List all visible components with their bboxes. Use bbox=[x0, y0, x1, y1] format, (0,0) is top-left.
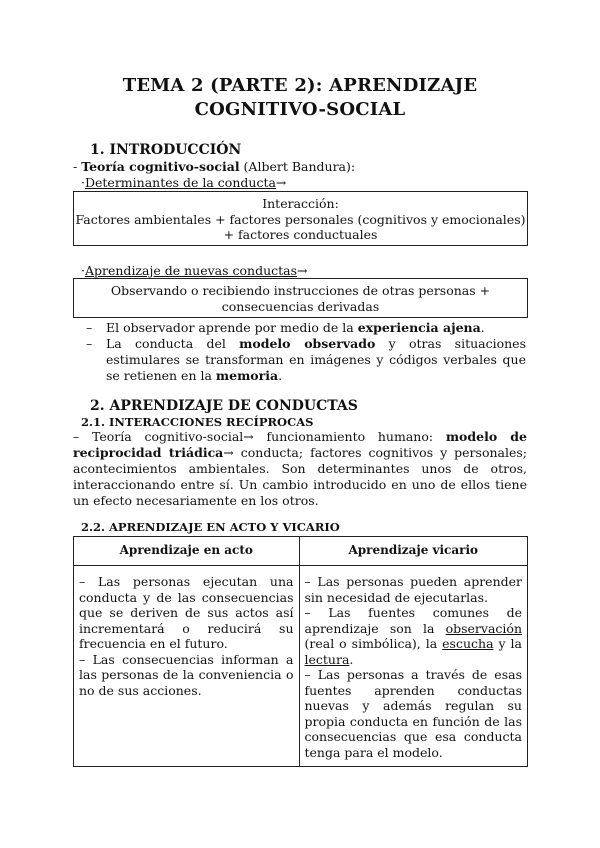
page-title-line2: COGNITIVO-SOCIAL bbox=[194, 99, 406, 120]
table-header-vicario: Aprendizaje vicario bbox=[299, 537, 528, 566]
table-row bbox=[74, 566, 528, 767]
intro-bullet-list bbox=[86, 320, 526, 384]
triadic-paragraph: – Teoría cognitivo-social→ funcionamiento humano: modelo de reciprocidad triádica→ conducta; factores cognitivos y personales; acontecimientos ambientales. Son determinantes unos de otros, interaccionando entre sí. Un cambio introducido en uno de ellos tiene un efecto necesariamente en los otros. bbox=[73, 429, 527, 508]
table-header-row bbox=[74, 537, 528, 566]
section-heading-aprendizaje: 2. APRENDIZAJE DE CONDUCTAS bbox=[90, 398, 358, 414]
table-cell-acto: – Las personas ejecutan una conducta y de las consecuencias que se deriven de sus actos así incrementará o reducirá su frecuencia en el futuro. – Las consecuencias informan a las personas de la conveniencia o no de sus acciones. bbox=[74, 566, 300, 767]
learning-label: ·Aprendizaje de nuevas conductas→ bbox=[81, 263, 308, 278]
theory-line: - Teoría cognitivo-social (Albert Bandura): bbox=[73, 159, 356, 174]
subsection-heading-acto-vicario: 2.2. APRENDIZAJE EN ACTO Y VICARIO bbox=[81, 520, 340, 534]
observation-box: Observando o recibiendo instrucciones de otras personas + consecuencias derivadas bbox=[73, 278, 528, 318]
determinants-label: ·Determinantes de la conducta→ bbox=[81, 175, 287, 190]
section-heading-introduccion: 1. INTRODUCCIÓN bbox=[90, 142, 242, 158]
comparison-table bbox=[73, 536, 528, 767]
arrow-icon: → bbox=[223, 445, 234, 460]
page-title: TEMA 2 (PARTE 2): APRENDIZAJE bbox=[122, 75, 478, 96]
table-cell-vicario: – Las personas pueden aprender sin necesidad de ejecutarlas. – Las fuentes comunes de aprendizaje son la observación (real o simbólica), la escucha y la lectura. – Las personas a través de esas fuentes aprenden conductas nuevas y además regulan su propia conducta en función de las consecuencias que esa conducta tenga para el modelo. bbox=[299, 566, 528, 767]
subsection-heading-interacciones: 2.1. INTERACCIONES RECÍPROCAS bbox=[81, 415, 314, 429]
arrow-icon: → bbox=[275, 175, 287, 190]
table-header-acto: Aprendizaje en acto bbox=[74, 537, 300, 566]
arrow-icon: → bbox=[297, 263, 308, 278]
interaction-box: Interacción: Factores ambientales + factores personales (cognitivos y emocionales) + factores conductuales bbox=[73, 191, 528, 246]
list-item: – La conducta del modelo observado y otras situaciones estimulares se transforman en imágenes y códigos verbales que se retienen en la memoria. bbox=[86, 336, 526, 383]
list-item: – El observador aprende por medio de la experiencia ajena. bbox=[86, 320, 485, 335]
arrow-icon: → bbox=[243, 429, 254, 444]
